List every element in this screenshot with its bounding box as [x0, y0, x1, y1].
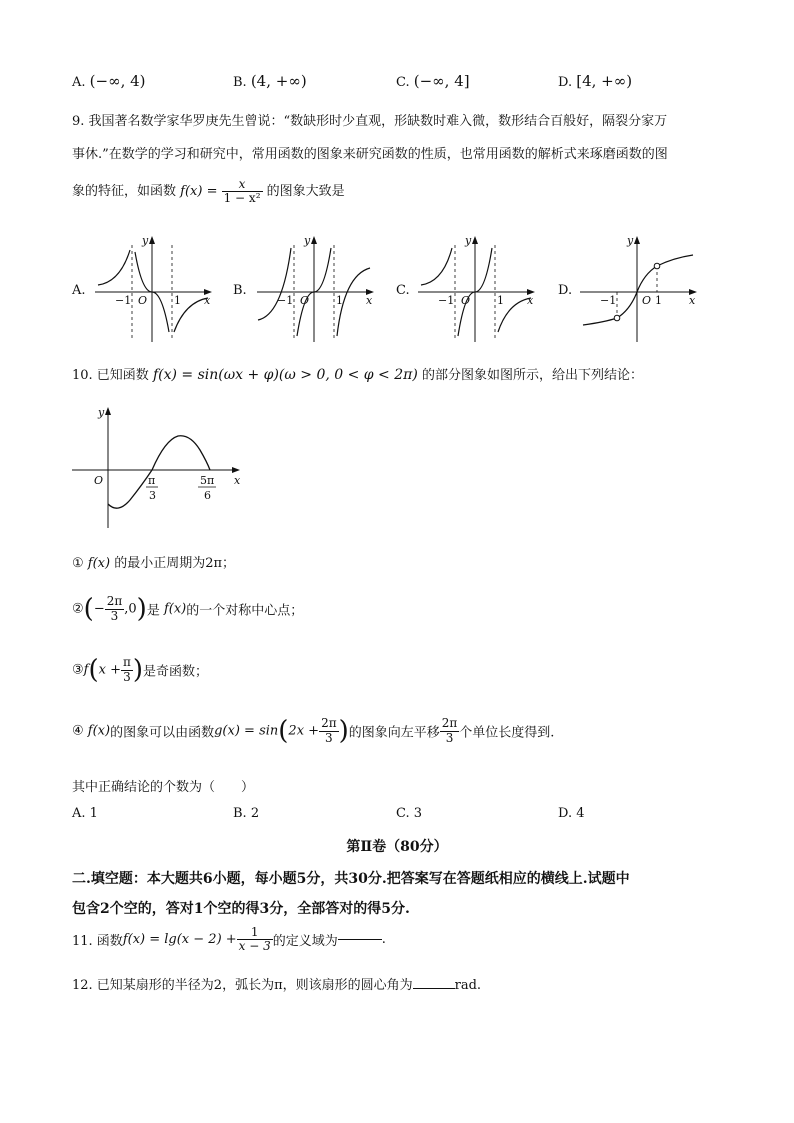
- graph-y-label: y: [465, 234, 472, 247]
- statement-text: 的图象向左平移: [348, 725, 440, 741]
- fraction-numerator: 2π: [321, 716, 337, 731]
- right-paren: ): [132, 655, 144, 685]
- q8-option-d[interactable]: [558, 72, 632, 90]
- option-value: (4, +∞): [250, 72, 307, 90]
- fraction-denominator: 3: [123, 669, 131, 684]
- option-value: 4: [576, 806, 585, 821]
- q11-fraction: [237, 926, 273, 953]
- q9-text: 的图象大致是: [266, 184, 345, 200]
- option-value: 2: [250, 806, 260, 821]
- section-2-title: 第Ⅱ卷（80分）: [346, 839, 448, 855]
- q10-option-a[interactable]: [72, 806, 98, 821]
- right-paren: ): [338, 716, 349, 746]
- tick-pi-over-3-den: 3: [149, 489, 156, 502]
- left-paren: (: [278, 716, 289, 746]
- q11-answer-blank[interactable]: [338, 939, 382, 940]
- graph-origin-label: O: [642, 294, 652, 307]
- statement-function-g: g(x) = sin: [214, 723, 279, 739]
- q9-line1: 9. 我国著名数学家华罗庚先生曾说：“数缺形时少直观，形缺数时难入微，数形结合百般好，隔裂分家万: [72, 114, 668, 129]
- statement-function: f(x): [163, 601, 187, 617]
- section-2-heading-line1: 二.填空题：本大题共6小题，每小题5分，共30分.把答案写在答题纸相应的横线上.试题中: [72, 871, 630, 887]
- q11: [72, 926, 386, 953]
- q10-option-c[interactable]: [396, 806, 422, 821]
- q10-statement-3: [72, 655, 208, 685]
- graph-origin-label: O: [300, 294, 310, 307]
- left-paren: (: [88, 655, 99, 685]
- option-label: D.: [558, 75, 573, 90]
- q10-question: 其中正确结论的个数为（ ）: [72, 780, 255, 795]
- q10-option-b[interactable]: [233, 806, 259, 821]
- statement-text: 个单位长度得到.: [459, 725, 555, 741]
- option-value: (−∞, 4): [89, 72, 146, 90]
- q8-option-c[interactable]: [396, 72, 470, 90]
- q9-graph-c[interactable]: [413, 230, 543, 345]
- graph-neg1-label: −1: [115, 294, 132, 307]
- graph-origin-label: O: [94, 474, 104, 487]
- q10-text: 的部分图象如图所示，给出下列结论：: [421, 368, 643, 383]
- right-paren: ): [136, 594, 147, 624]
- statement-function: f(x): [87, 723, 111, 739]
- q9-graph-d[interactable]: [575, 230, 705, 345]
- graph-y-label: y: [304, 234, 311, 247]
- q8-option-b[interactable]: [233, 72, 307, 90]
- statement-expr: 2x +: [288, 723, 320, 739]
- graph-pos1-label: 1: [655, 294, 662, 307]
- fraction-numerator: π: [122, 655, 131, 670]
- q11-text: .: [381, 932, 386, 948]
- option-value: [4, +∞): [576, 72, 633, 90]
- graph-x-label: x: [204, 294, 211, 307]
- graph-neg1-label: −1: [438, 294, 455, 307]
- option-value: 1: [89, 806, 98, 821]
- q12-answer-blank[interactable]: [413, 988, 455, 989]
- statement-marker: ③: [72, 662, 84, 678]
- graph-y-label: y: [142, 234, 149, 247]
- q10-option-d[interactable]: [558, 806, 585, 821]
- q12: [72, 974, 481, 993]
- left-paren: (: [83, 594, 94, 624]
- tick-pi-over-3-num: π: [148, 474, 156, 487]
- q12-text: 12. 已知某扇形的半径为2，弧长为π，则该扇形的圆心角为: [72, 978, 413, 993]
- statement-fraction: [121, 656, 133, 683]
- graph-x-label: x: [366, 294, 373, 307]
- statement-marker: ①: [72, 556, 84, 571]
- statement-marker: ②: [72, 601, 84, 617]
- q8-option-a[interactable]: [72, 72, 146, 90]
- fraction-numerator: 2π: [106, 594, 123, 609]
- statement-text: 是奇函数；: [143, 664, 209, 680]
- fraction-denominator: 1 − x²: [223, 191, 261, 206]
- graph-pos1-label: 1: [336, 294, 343, 307]
- statement-expr: x +: [98, 662, 121, 678]
- fraction-denominator: 3: [325, 730, 333, 745]
- statement-marker: ④: [72, 723, 84, 739]
- q9-option-b-label[interactable]: B.: [233, 283, 247, 298]
- q12-text: rad.: [454, 978, 482, 993]
- q9-line2: 事休.”在数学的学习和研究中，常用函数的图象来研究函数的性质，也常用函数的解析式来琢磨函数的图: [72, 147, 668, 162]
- fraction-numerator: 2π: [441, 716, 458, 731]
- fraction-numerator: x: [222, 178, 263, 192]
- option-label: B.: [233, 806, 247, 821]
- option-label: C.: [396, 75, 410, 90]
- section-2-heading-line2: 包含2个空的，答对1个空的得3分，全部答对的得5分.: [72, 901, 410, 917]
- fraction-numerator: 1: [237, 926, 273, 940]
- q9-function-fraction: [222, 178, 263, 205]
- graph-x-label: x: [234, 474, 241, 487]
- graph-origin-label: O: [138, 294, 148, 307]
- statement-text: 的一个对称中心点；: [186, 603, 304, 619]
- graph-y-label: y: [98, 406, 105, 419]
- statement-function: f(x): [87, 556, 111, 571]
- statement-text: 的图象可以由函数: [110, 725, 215, 741]
- option-label: A.: [72, 806, 86, 821]
- q10-intro: [72, 364, 643, 383]
- graph-neg1-label: −1: [277, 294, 294, 307]
- q9-line3: [72, 178, 345, 205]
- graph-x-label: x: [527, 294, 534, 307]
- option-label: C.: [396, 806, 410, 821]
- q9-text: 象的特征，如函数: [72, 184, 177, 200]
- q10-text: 10. 已知函数: [72, 368, 149, 383]
- statement-fraction: [105, 595, 125, 622]
- fraction-denominator: x − 3: [238, 939, 271, 954]
- fraction-denominator: 3: [445, 730, 454, 745]
- statement-function: f: [83, 662, 89, 678]
- graph-pos1-label: 1: [174, 294, 181, 307]
- q10-graph: [70, 400, 250, 535]
- q9-option-d-label[interactable]: D.: [558, 283, 573, 298]
- graph-y-label: y: [627, 234, 634, 247]
- option-label: A.: [72, 75, 86, 90]
- statement-text: 的最小正周期为2π；: [114, 556, 236, 571]
- q10-statement-4: [72, 716, 554, 746]
- q10-statement-1: [72, 552, 235, 571]
- q11-text: 的定义域为: [272, 934, 338, 950]
- statement-text: 是: [146, 603, 160, 619]
- graph-x-label: x: [689, 294, 696, 307]
- q9-graph-a[interactable]: [90, 230, 220, 345]
- q10-statement-2: ②(− $\frac{2\pi}{3}$ ,0)是 f(x)的一个对称中心点；: [72, 594, 304, 624]
- option-value: 3: [413, 806, 423, 821]
- q11-text: 11. 函数: [72, 934, 123, 950]
- q9-option-c-label[interactable]: C.: [396, 283, 410, 298]
- q10-function: f(x) = sin(ωx + φ)(ω > 0, 0 < φ < 2π): [152, 367, 418, 383]
- option-value: (−∞, 4]: [413, 72, 470, 90]
- q9-graph-b[interactable]: [252, 230, 382, 345]
- fraction-denominator: 3: [110, 608, 119, 623]
- q11-function: f(x) = lg(x − 2) +: [122, 932, 237, 948]
- graph-origin-label: O: [461, 294, 471, 307]
- statement-fraction: [319, 717, 339, 744]
- option-label: D.: [558, 806, 573, 821]
- graph-pos1-label: 1: [497, 294, 504, 307]
- q9-option-a-label[interactable]: A.: [72, 283, 86, 298]
- tick-5pi-over-6-num: 5π: [200, 474, 215, 487]
- q9-function-lhs: f(x) =: [180, 184, 222, 200]
- option-label: B.: [233, 75, 247, 90]
- statement-fraction-2: [440, 717, 460, 744]
- graph-neg1-label: −1: [600, 294, 617, 307]
- tick-5pi-over-6-den: 6: [204, 489, 211, 502]
